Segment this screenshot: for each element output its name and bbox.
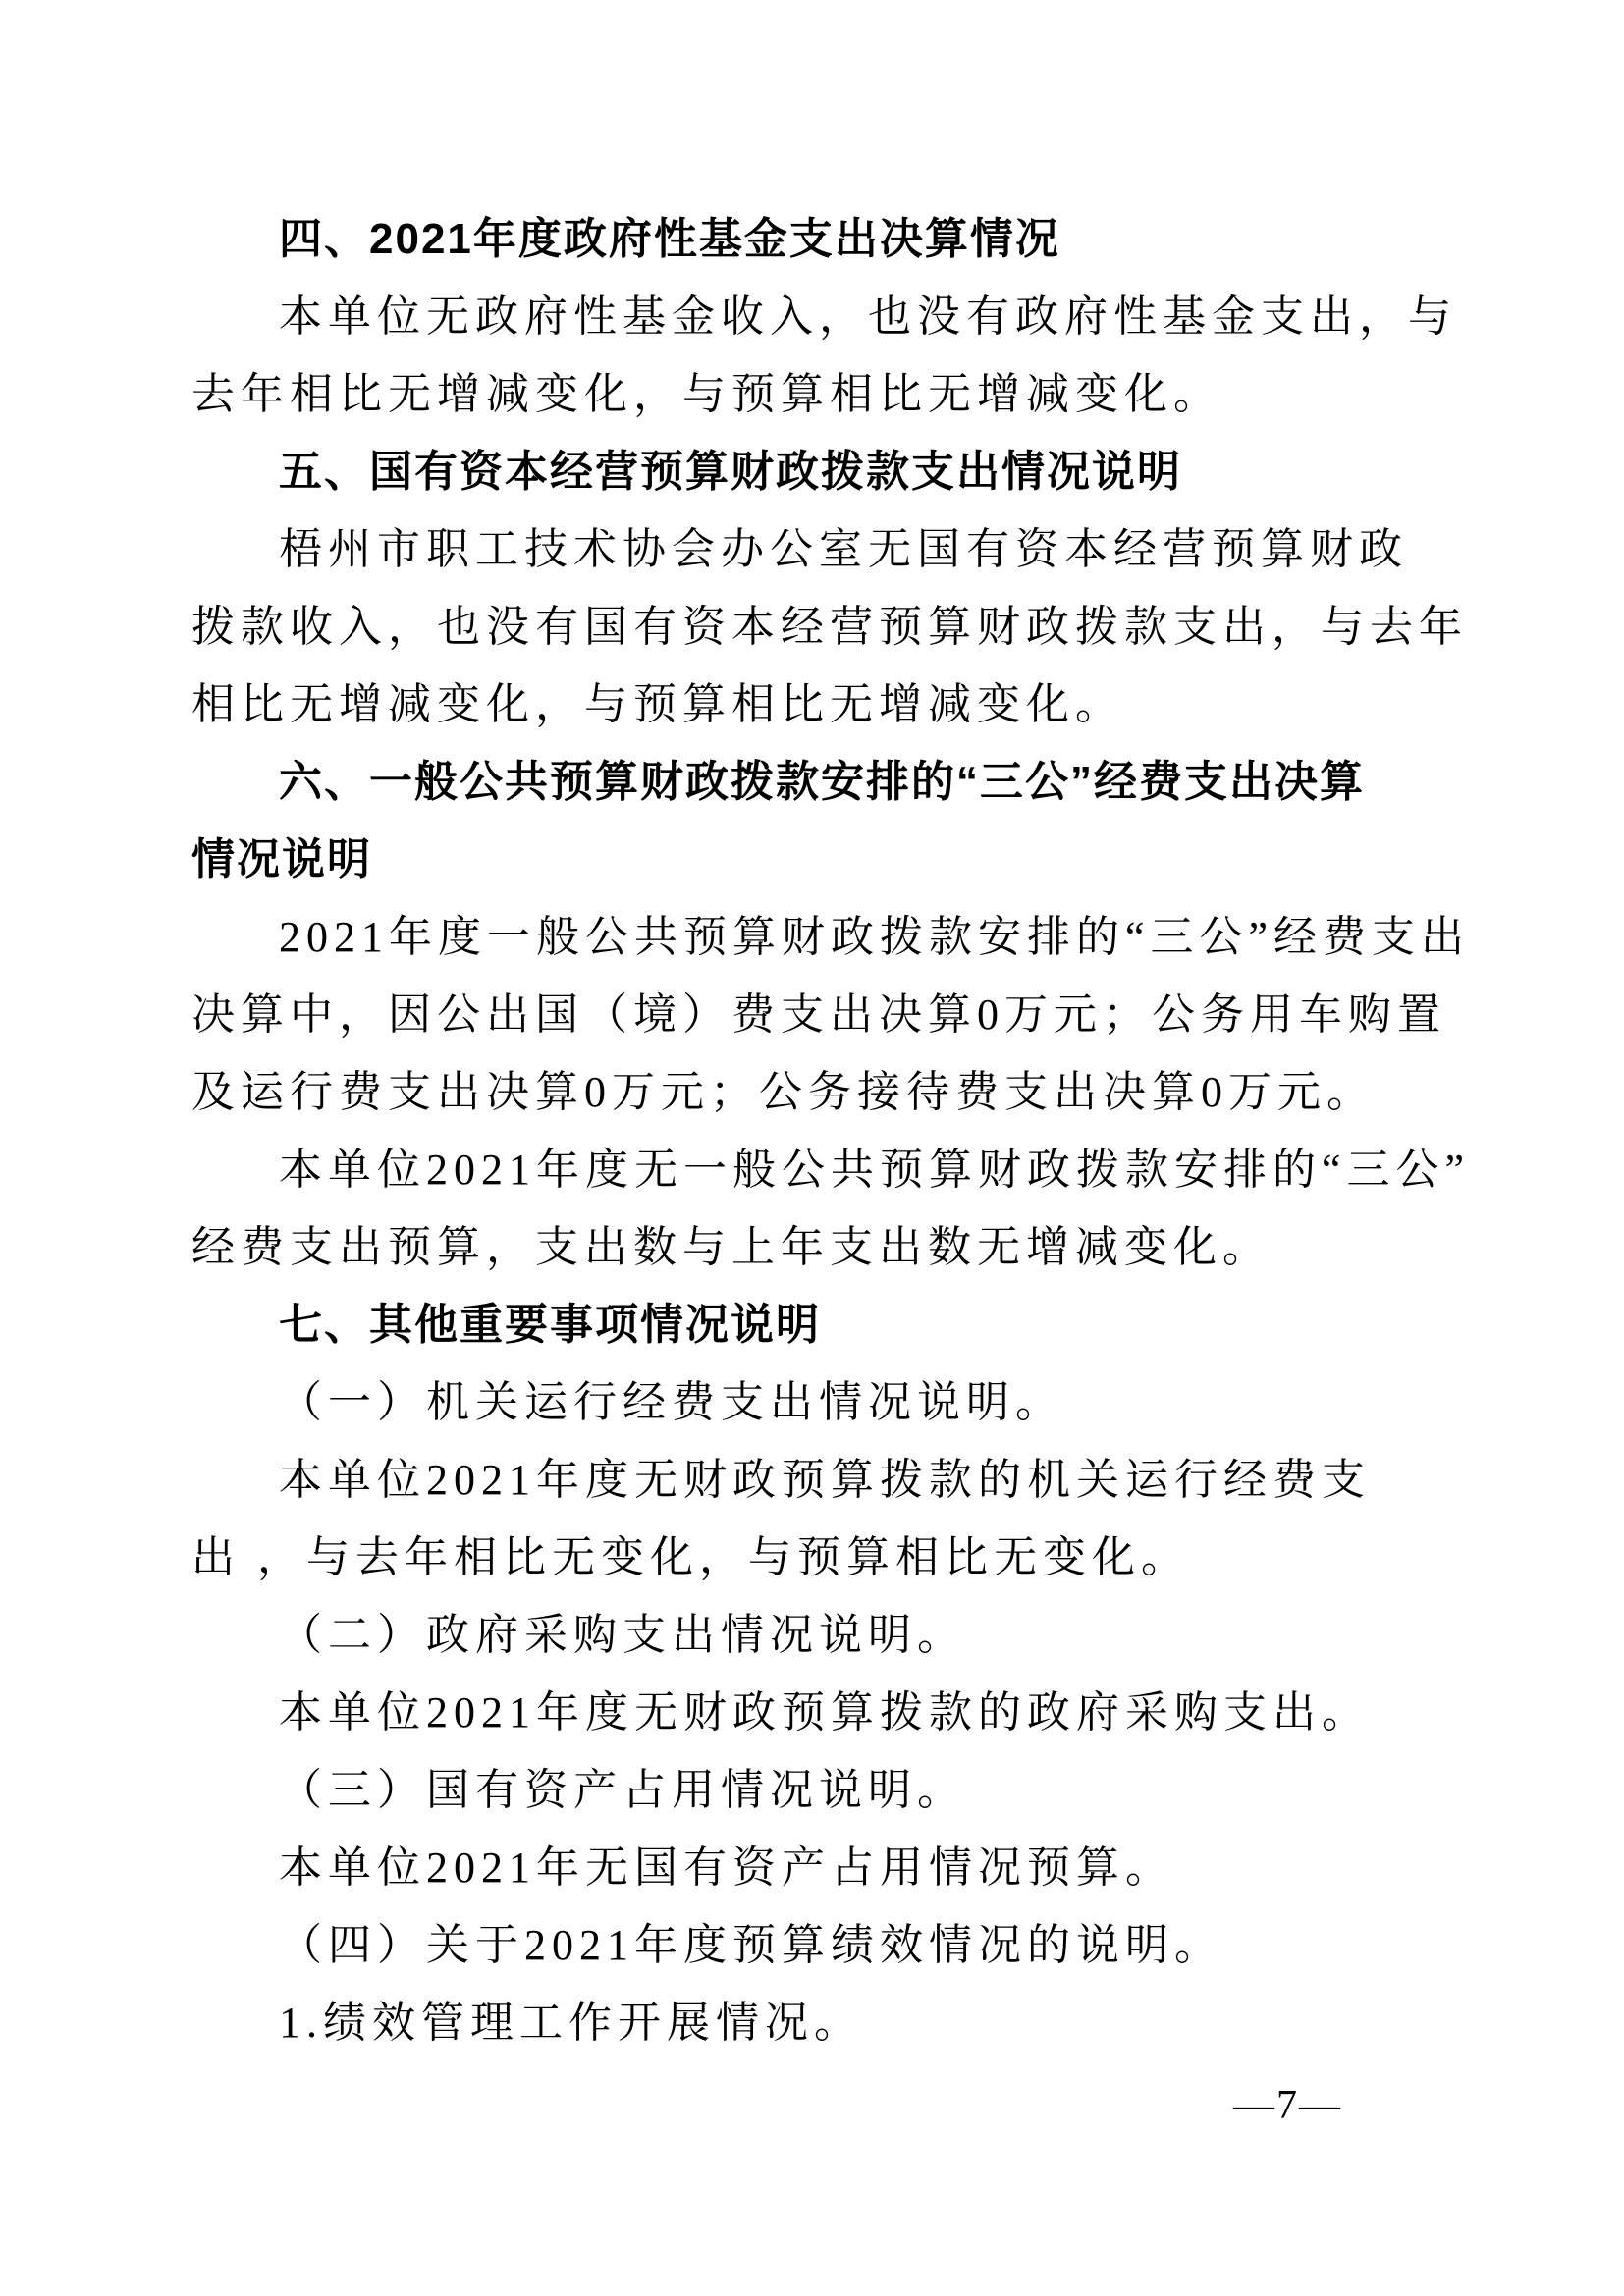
paragraph-line: 经费支出预算，支出数与上年支出数无增减变化。 bbox=[191, 1223, 1272, 1271]
paragraph-line: 本单位2021年度无财政预算拨款的机关运行经费支 bbox=[279, 1456, 1371, 1504]
paragraph-line: 本单位2021年度无财政预算拨款的政府采购支出。 bbox=[279, 1688, 1371, 1736]
subitem-one: （一）机关运行经费支出情况说明。 bbox=[279, 1378, 1064, 1426]
heading-section-four: 四、2021年度政府性基金支出决算情况 bbox=[279, 215, 1060, 263]
heading-section-six: 六、一般公共预算财政拨款安排的“三公”经费支出决算 bbox=[279, 758, 1365, 806]
paragraph-line: 决算中，因公出国（境）费支出决算0万元；公务用车购置 bbox=[191, 990, 1446, 1039]
paragraph-line: 本单位2021年度无一般公共预算财政拨款安排的“三公” bbox=[279, 1146, 1471, 1194]
paragraph-line: 拨款收入，也没有国有资本经营预算财政拨款支出，与去年 bbox=[191, 603, 1468, 651]
subitem-four: （四）关于2021年度预算绩效情况的说明。 bbox=[279, 1921, 1223, 1969]
paragraph-line: 相比无增减变化，与预算相比无增减变化。 bbox=[191, 680, 1124, 728]
paragraph-line: 本单位2021年无国有资产占用情况预算。 bbox=[279, 1843, 1174, 1892]
paragraph-line: 及运行费支出决算0万元；公务接待费支出决算0万元。 bbox=[191, 1068, 1376, 1116]
paragraph-line: 出 ，与去年相比无变化，与预算相比无变化。 bbox=[191, 1533, 1190, 1581]
numbered-item-one: 1.绩效管理工作开展情况。 bbox=[279, 1999, 863, 2047]
subitem-two: （二）政府采购支出情况说明。 bbox=[279, 1611, 966, 1659]
heading-section-six-continued: 情况说明 bbox=[191, 835, 372, 883]
subitem-three: （三）国有资产占用情况说明。 bbox=[279, 1766, 966, 1814]
paragraph-line: 梧州市职工技术协会办公室无国有资本经营预算财政 bbox=[279, 525, 1408, 573]
paragraph-line: 2021年度一般公共预算财政拨款安排的“三公”经费支出 bbox=[279, 913, 1471, 961]
document-body bbox=[191, 200, 1478, 2061]
heading-section-seven: 七、其他重要事项情况说明 bbox=[279, 1301, 821, 1349]
paragraph-line: 去年相比无增减变化，与预算相比无增减变化。 bbox=[191, 370, 1222, 418]
paragraph-line: 本单位无政府性基金收入，也没有政府性基金支出，与 bbox=[279, 293, 1457, 341]
heading-section-five: 五、国有资本经营预算财政拨款支出情况说明 bbox=[279, 448, 1182, 496]
page-number: —7— bbox=[1233, 2083, 1342, 2128]
